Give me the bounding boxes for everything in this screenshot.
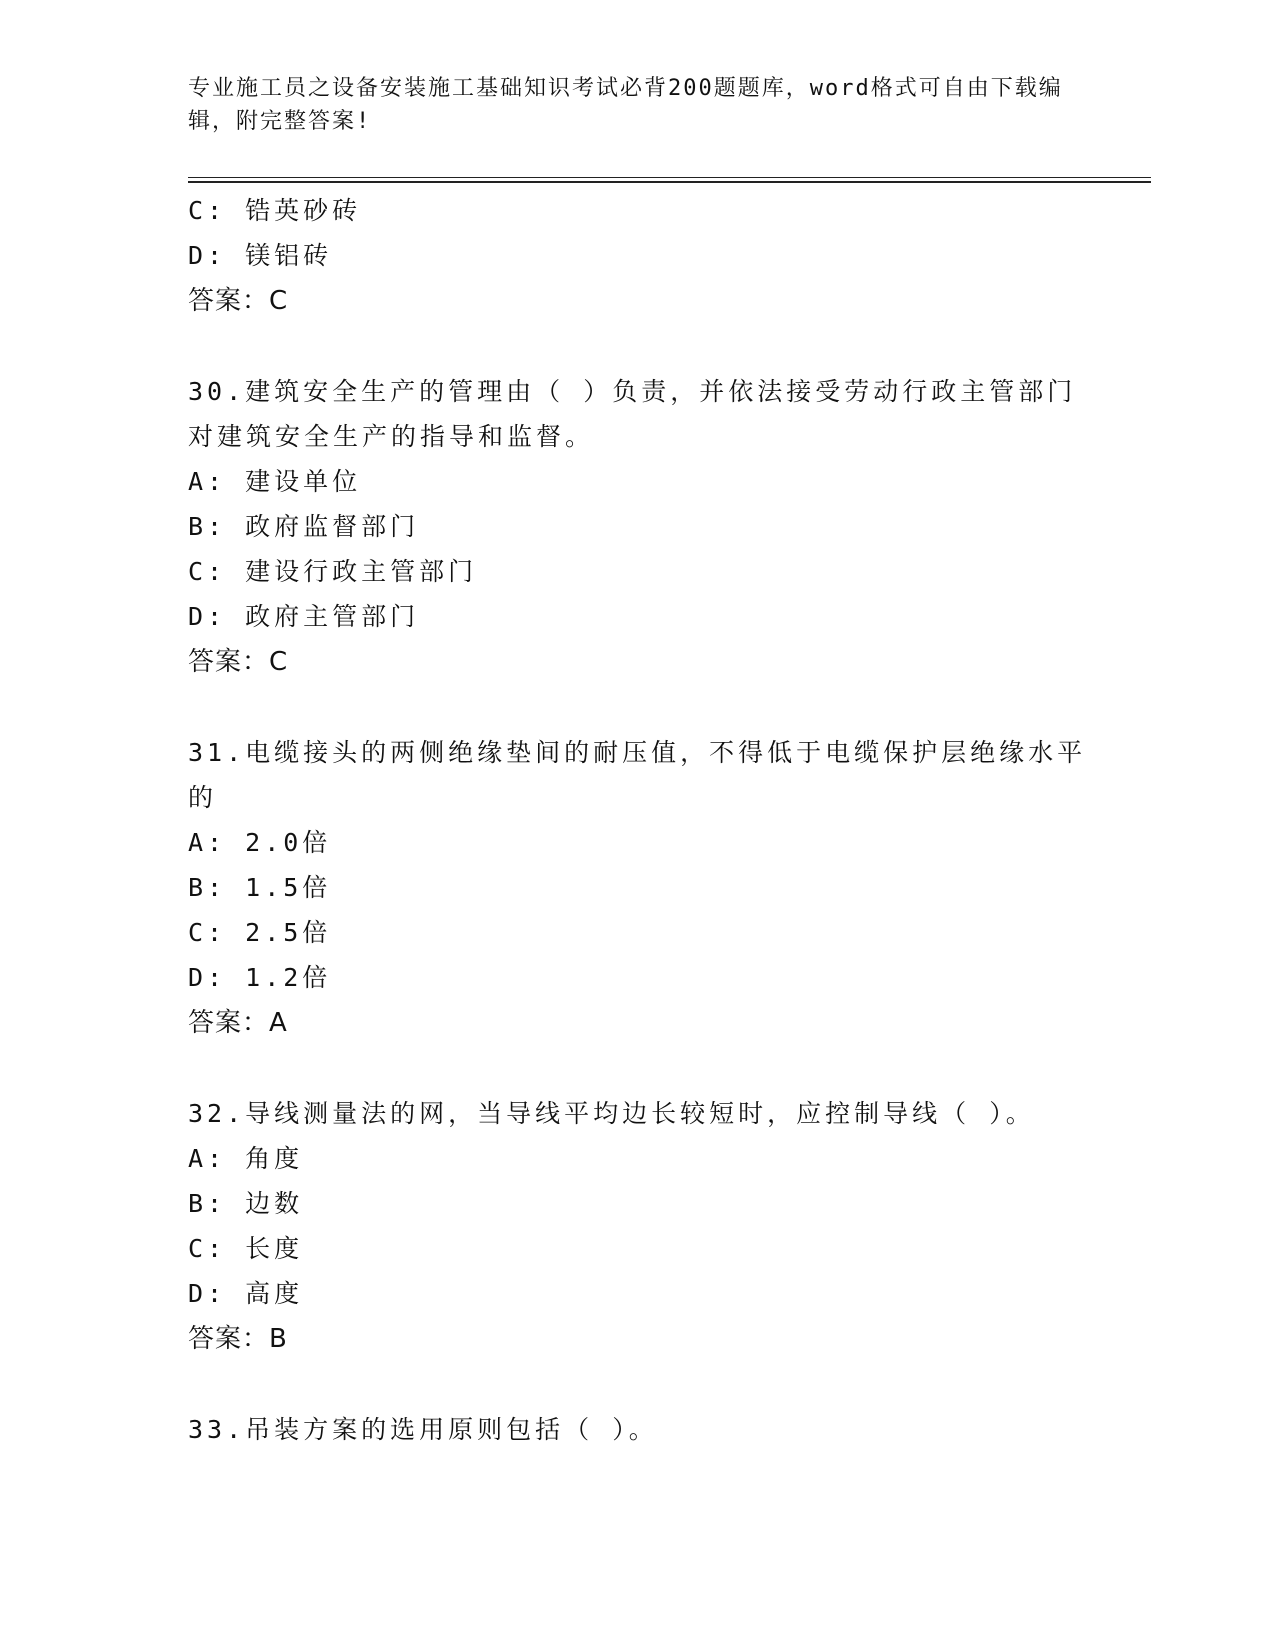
option-c: C: 长度 [188, 1234, 304, 1263]
document-header: 专业施工员之设备安装施工基础知识考试必背200题题库，word格式可自由下载编辑，附完整答案! [188, 76, 1063, 134]
question-30 [188, 369, 1088, 685]
question-31 [188, 730, 1088, 1046]
answer: 答案：A [188, 1008, 288, 1038]
option-d: D: 政府主管部门 [188, 602, 420, 631]
answer: 答案：C [188, 647, 289, 677]
option-c: C: 建设行政主管部门 [188, 557, 478, 586]
option-b: B: 1.5倍 [188, 873, 332, 902]
question-32 [188, 1091, 1088, 1362]
question-stem: 33.吊装方案的选用原则包括（ ）。 [188, 1415, 658, 1444]
question-33 [188, 1407, 1088, 1452]
question-stem-continued: 的 [188, 783, 218, 812]
option-a: A: 建设单位 [188, 467, 362, 496]
question-stem-continued: 对建筑安全生产的指导和监督。 [188, 422, 595, 451]
option-b: B: 政府监督部门 [188, 512, 420, 541]
option-c: C: 锆英砂砖 [188, 196, 362, 225]
option-d: D: 镁铝砖 [188, 241, 333, 270]
option-a: A: 2.0倍 [188, 828, 332, 857]
answer: 答案：B [188, 1324, 288, 1354]
option-a: A: 角度 [188, 1144, 304, 1173]
question-stem: 30.建筑安全生产的管理由（ ）负责，并依法接受劳动行政主管部门 [188, 377, 1077, 406]
option-d: D: 高度 [188, 1279, 304, 1308]
option-d: D: 1.2倍 [188, 963, 332, 992]
question-stem: 31.电缆接头的两侧绝缘垫间的耐压值，不得低于电缆保护层绝缘水平 [188, 738, 1087, 767]
header-divider-thin [188, 177, 1151, 178]
header-divider-thick [188, 181, 1151, 183]
option-c: C: 2.5倍 [188, 918, 332, 947]
question-29-continued [188, 188, 1088, 324]
question-stem: 32.导线测量法的网，当导线平均边长较短时，应控制导线（ ）。 [188, 1099, 1035, 1128]
answer: 答案：C [188, 286, 289, 316]
document-body [188, 188, 1088, 1452]
option-b: B: 边数 [188, 1189, 304, 1218]
